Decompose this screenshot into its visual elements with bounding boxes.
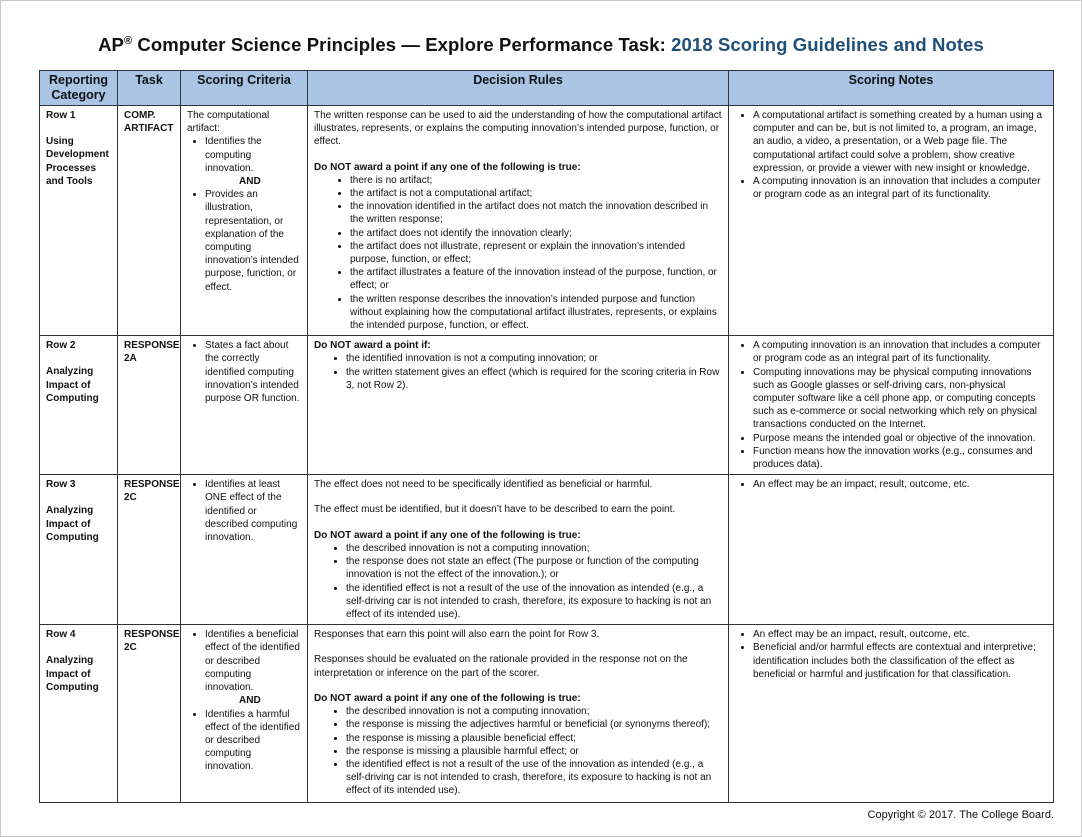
- rule-item: • the response does not state an effect (The purpose or function of the computing innovation is not the effect of the innovation.); or: [346, 555, 722, 581]
- criteria-item: • States a fact about the correctly identified computing innovation’s intended purpose OR function.: [205, 339, 301, 405]
- rules-paragraph: Responses should be evaluated on the rationale provided in the response not on the interpretation or inference on the part of the scorer.: [314, 654, 688, 679]
- criteria-item: • Identifies a harmful effect of the identified or described computing innovation.: [205, 708, 301, 774]
- title-accent: 2018 Scoring Guidelines and Notes: [671, 34, 984, 55]
- rule-item: • the artifact does not identify the innovation clearly;: [350, 227, 722, 240]
- title-main: Computer Science Principles — Explore Performance Task:: [132, 34, 672, 55]
- category-cell: [40, 625, 118, 803]
- rule-item: • the artifact does not illustrate, represent or explain the innovation’s intended purpose, function, or effect;: [350, 240, 722, 266]
- task-cell: RESPONSE 2C: [118, 625, 181, 803]
- criteria-item: • Provides an illustration, representation, or explanation of the computing innovation’s intended purpose, function, or effect.: [205, 188, 301, 294]
- scoring-table: [39, 70, 1054, 803]
- category-name: Analyzing Impact of Computing: [46, 366, 99, 404]
- category-cell: [40, 336, 118, 475]
- row-label: Row 4: [46, 629, 76, 641]
- criteria-item: • Identifies the computing innovation.: [205, 135, 301, 175]
- note-item: • Function means how the innovation works (e.g., consumes and produces data).: [753, 445, 1047, 471]
- note-item: • A computing innovation is an innovation that includes a computer or program code as an integral part of its functionality.: [753, 175, 1047, 201]
- note-item: • An effect may be an impact, result, outcome, etc.: [753, 478, 1047, 491]
- category-cell: [40, 106, 118, 336]
- note-item: • A computational artifact is something created by a human using a computer and can be, but is not limited to, a program, an image, an audio, a video, a presentation, or a Web page file. The computational artifact could solve a problem, show creative expression, or provide a viewer with new insight or knowledge.: [753, 109, 1047, 175]
- rules-cell: [308, 336, 729, 475]
- criteria-item: • Identifies at least ONE effect of the identified or described computing innovation.: [205, 478, 301, 544]
- rules-paragraph: The effect must be identified, but it doesn’t have to be described to earn the point.: [314, 504, 676, 516]
- rule-item: • the artifact is not a computational artifact;: [350, 187, 722, 200]
- table-row: [40, 336, 1054, 475]
- rules-cell: [308, 475, 729, 625]
- rules-cell: [308, 625, 729, 803]
- rule-item: • the response is missing the adjectives harmful or beneficial (or synonyms thereof);: [346, 718, 722, 731]
- notes-cell: [729, 625, 1054, 803]
- category-name: Analyzing Impact of Computing: [46, 655, 99, 693]
- rule-item: • the identified effect is not a result of the use of the innovation as intended (e.g., a self-driving car is not intended to crash, therefore, its exposure to hacking is not an effect of its intended use).: [346, 758, 722, 798]
- rules-heading: Do NOT award a point if any one of the following is true:: [314, 529, 581, 541]
- notes-cell: [729, 106, 1054, 336]
- criteria-cell: [181, 336, 308, 475]
- rules-paragraph: Responses that earn this point will also earn the point for Row 3.: [314, 629, 600, 641]
- rule-item: • the artifact illustrates a feature of the innovation instead of the purpose, function, or effect; or: [350, 266, 722, 292]
- header-reporting-category: Reporting Category: [40, 71, 118, 106]
- table-row: [40, 625, 1054, 803]
- row-label: Row 3: [46, 479, 76, 491]
- criteria-cell: [181, 625, 308, 803]
- note-item: • Purpose means the intended goal or objective of the innovation.: [753, 432, 1047, 445]
- and-label: AND: [239, 176, 261, 188]
- header-scoring-notes: Scoring Notes: [729, 71, 1054, 106]
- copyright-footer: Copyright © 2017. The College Board.: [867, 809, 1054, 821]
- task-cell: RESPONSE 2A: [118, 336, 181, 475]
- note-item: • An effect may be an impact, result, outcome, etc.: [753, 628, 1047, 641]
- rules-heading: Do NOT award a point if any one of the following is true:: [314, 161, 581, 173]
- rules-heading: Do NOT award a point if any one of the following is true:: [314, 692, 581, 704]
- rules-paragraph: The effect does not need to be specifically identified as beneficial or harmful.: [314, 479, 653, 491]
- criteria-item: • Identifies a beneficial effect of the identified or described computing innovation.: [205, 628, 301, 694]
- rule-item: • the response is missing a plausible harmful effect; or: [346, 745, 722, 758]
- category-cell: [40, 475, 118, 625]
- rule-item: • the identified effect is not a result of the use of the innovation as intended (e.g., a self-driving car is not intended to crash, therefore, its exposure to hacking is not an effect of its intended use).: [346, 582, 722, 622]
- note-item: • Beneficial and/or harmful effects are contextual and interpretive; identification includes both the classification of the effect as beneficial or harmful and justification for that classification.: [753, 641, 1047, 681]
- rule-item: • the described innovation is not a computing innovation;: [346, 542, 722, 555]
- notes-cell: [729, 475, 1054, 625]
- table-row: [40, 106, 1054, 336]
- rule-item: • the innovation identified in the artifact does not match the innovation described in the written response;: [350, 200, 722, 226]
- rule-item: • there is no artifact;: [350, 174, 722, 187]
- task-cell: COMP. ARTIFACT: [118, 106, 181, 336]
- notes-cell: [729, 336, 1054, 475]
- registered-mark: ®: [123, 35, 133, 47]
- note-item: • Computing innovations may be physical computing innovations such as Google glasses or self-driving cars, non-physical computer software like a cell phone app, or computing concepts such as e-commerce or social networking which rely on physical transactions conducted on the Internet.: [753, 366, 1047, 432]
- header-row: [40, 71, 1054, 106]
- task-cell: RESPONSE 2C: [118, 475, 181, 625]
- header-task: Task: [118, 71, 181, 106]
- category-name: Analyzing Impact of Computing: [46, 505, 99, 543]
- header-decision-rules: Decision Rules: [308, 71, 729, 106]
- and-label: AND: [239, 695, 261, 707]
- rules-intro: The written response can be used to aid the understanding of how the computational artifact illustrates, represents, or explains the computing innovation’s intended purpose, function, or effect.: [314, 110, 722, 148]
- rule-item: • the response is missing a plausible beneficial effect;: [346, 732, 722, 745]
- note-item: • A computing innovation is an innovation that includes a computer or program code as an integral part of its functionality.: [753, 339, 1047, 365]
- category-name: Using Development Processes and Tools: [46, 136, 109, 187]
- rule-item: • the identified innovation is not a computing innovation; or: [346, 352, 722, 365]
- table-row: [40, 475, 1054, 625]
- rule-item: • the written response describes the innovation’s intended purpose and function without explaining how the computational artifact illustrates, represents, or explains the intended purpose, function, or effect.: [350, 293, 722, 333]
- criteria-cell: [181, 475, 308, 625]
- criteria-intro: The computational artifact:: [187, 110, 270, 135]
- rule-item: • the described innovation is not a computing innovation;: [346, 705, 722, 718]
- header-scoring-criteria: Scoring Criteria: [181, 71, 308, 106]
- rules-cell: [308, 106, 729, 336]
- row-label: Row 1: [46, 110, 76, 121]
- row-label: Row 2: [46, 340, 76, 352]
- page-title: [0, 34, 1082, 56]
- title-prefix: AP: [98, 34, 124, 55]
- criteria-cell: [181, 106, 308, 336]
- rules-heading: Do NOT award a point if:: [314, 340, 431, 352]
- rule-item: • the written statement gives an effect (which is required for the scoring criteria in Row 3, not Row 2).: [346, 366, 722, 392]
